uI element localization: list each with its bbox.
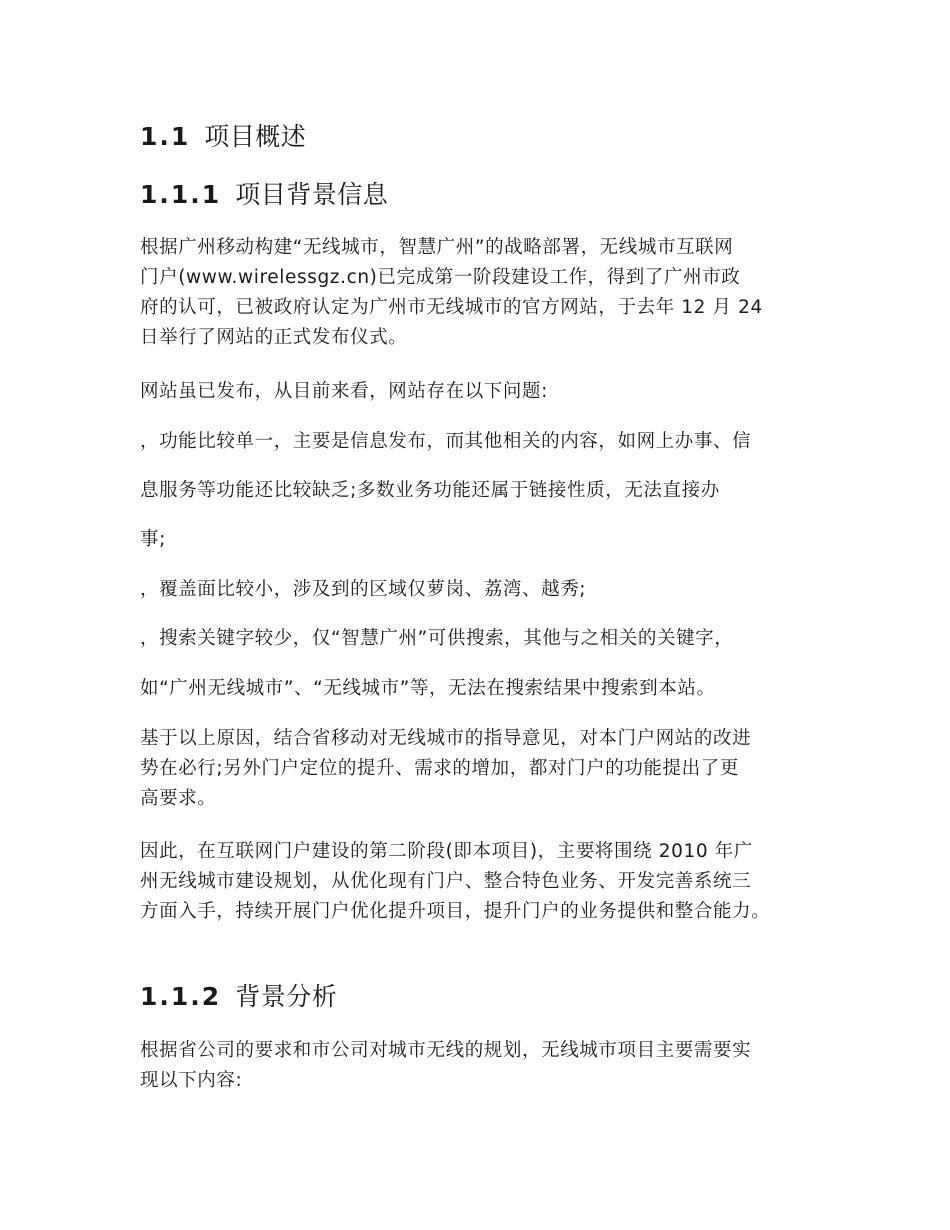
subsection-heading-background-analysis: [140, 982, 337, 1012]
section-number: 1.1: [140, 122, 191, 151]
text-line: 事;: [140, 529, 166, 550]
section-title: 项目概述: [204, 122, 307, 151]
subsection-title: 项目背景信息: [235, 180, 389, 209]
text-line: 高要求。: [140, 788, 217, 809]
subsection-number: 1.1.2: [140, 982, 222, 1011]
text-line: 网站虽已发布，从目前来看，网站存在以下问题:: [140, 381, 548, 402]
paragraph-problem-1-cont: [140, 476, 830, 506]
paragraph-problem-1: [140, 427, 830, 457]
paragraph-phase-two: [140, 837, 830, 927]
text-line: 州无线城市建设规划，从优化现有门户、整合特色业务、开发完善系统三: [140, 871, 752, 892]
text-line: 基于以上原因，结合省移动对无线城市的指导意见，对本门户网站的改进: [140, 728, 752, 749]
paragraph-problem-3-cont: [140, 674, 830, 704]
subsection-title: 背景分析: [235, 982, 338, 1011]
section-heading: [140, 122, 306, 152]
text-line: 府的认可，已被政府认定为广州市无线城市的官方网站，于去年 12 月 24: [140, 297, 763, 318]
paragraph-reasons: [140, 724, 830, 814]
paragraph-problems-intro: [140, 377, 830, 407]
text-line: ，覆盖面比较小，涉及到的区域仅萝岗、荔湾、越秀;: [140, 579, 587, 600]
text-line: 势在必行;另外门户定位的提升、需求的增加，都对门户的功能提出了更: [140, 758, 739, 779]
paragraph-requirements: [140, 1036, 830, 1096]
text-line: 根据广州移动构建“无线城市，智慧广州”的战略部署，无线城市互联网: [140, 237, 734, 258]
paragraph-intro: [140, 233, 830, 353]
text-line: ，搜索关键字较少，仅“智慧广州”可供搜索，其他与之相关的关键字，: [140, 628, 734, 649]
paragraph-problem-2: [140, 575, 830, 605]
text-line: 现以下内容:: [140, 1070, 243, 1091]
text-line: ，功能比较单一，主要是信息发布，而其他相关的内容，如网上办事、信: [140, 431, 752, 452]
text-line: 如“广州无线城市”、“无线城市”等，无法在搜索结果中搜索到本站。: [140, 678, 716, 699]
text-line: 因此，在互联网门户建设的第二阶段(即本项目)，主要将围绕 2010 年广: [140, 841, 753, 862]
paragraph-problem-3: [140, 624, 830, 654]
text-line: 根据省公司的要求和市公司对城市无线的规划，无线城市项目主要需要实: [140, 1040, 752, 1061]
text-line: 息服务等功能还比较缺乏;多数业务功能还属于链接性质，无法直接办: [140, 480, 720, 501]
subsection-number: 1.1.1: [140, 180, 222, 209]
subsection-heading-background-info: [140, 180, 388, 210]
text-line: 方面入手，持续开展门户优化提升项目，提升门户的业务提供和整合能力。: [140, 901, 771, 922]
text-line: 日举行了网站的正式发布仪式。: [140, 327, 408, 348]
text-line: 门户(www.wirelessgz.cn)已完成第一阶段建设工作，得到了广州市政: [140, 267, 741, 288]
paragraph-problem-1-end: [140, 525, 830, 555]
